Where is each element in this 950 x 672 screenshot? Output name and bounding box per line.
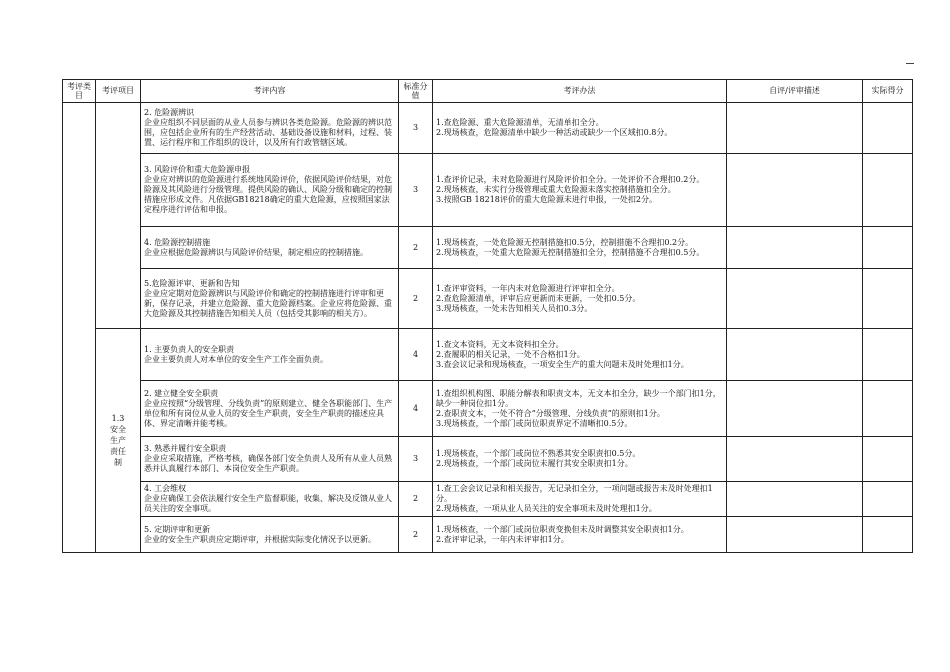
item-desc: 企业应组织不同层面的从业人员参与辨识各类危险源。危险源的辨识范围，应包括企业所有的生产经营活动、基础设备设施和材料，过程、装置、运行程序和工作组织的设计，以及所有行政管辖区域。 (144, 118, 392, 147)
self-eval-cell (727, 517, 863, 553)
method-cell (433, 482, 727, 517)
score-cell: 4 (399, 329, 433, 381)
item-content (141, 103, 399, 154)
actual-score-cell (863, 154, 913, 227)
evaluation-table (62, 79, 913, 553)
item-content (141, 437, 399, 482)
method-cell (433, 381, 727, 437)
project-cell-responsibility (96, 329, 141, 553)
method-line: 1.查危险源、重大危险源清单，无清单扣全分。 (436, 118, 604, 127)
actual-score-cell (863, 437, 913, 482)
method-cell (433, 154, 727, 227)
item-title: 4. 工会维权 (144, 484, 187, 493)
header-method: 考评办法 (433, 80, 727, 103)
project-label: 1.3 安全生产责任制 (110, 414, 126, 467)
header-self-eval: 自评/评审描述 (727, 80, 863, 103)
table-row (63, 329, 913, 381)
item-desc: 企业的安全生产职责应定期评审，并根据实际变化情况予以更新。 (144, 534, 376, 544)
item-desc: 企业应按照“分级管理、分线负责”的原则建立、健全各职能部门、生产单位和所有岗位从业人员的安全生产职责，安全生产职责的描述应具体、界定清晰并能考核。 (144, 398, 393, 428)
item-desc: 企业应对辨识的危险源进行系统地风险评价，依据风险评价结果，对危险源及其风险进行分级管理。提供风险的确认、风险分级和确定的控制措施应形成文件。凡依据GB18218确定的重大危险源，应按照国家法定程序进行评估和申报。 (144, 175, 392, 214)
table-row (63, 103, 913, 154)
method-line: 1.查工会会议记录和相关报告，无记录扣全分，一项问题或报告未及时处理扣1分。 (436, 484, 713, 503)
item-title: 4. 危险源控制措施 (144, 237, 211, 247)
table-row (63, 227, 913, 269)
item-title: 2. 危险源辨识 (144, 108, 195, 117)
method-line: 3.按照GB 18218评价的重大危险源未进行申报，一处扣2分。 (436, 195, 657, 204)
score-cell: 3 (399, 437, 433, 482)
self-eval-cell (727, 103, 863, 154)
item-title: 3. 风险评价和重大危险源申报 (144, 165, 251, 174)
header-category: 考评类目 (63, 80, 96, 103)
method-line: 2.现场核查，一个部门或岗位未履行其安全职责扣1分。 (436, 459, 633, 468)
category-cell (63, 103, 96, 553)
item-desc: 企业应根据危险源辨识与风险评价结果，制定相应的控制措施。 (144, 247, 368, 257)
item-content (141, 329, 399, 381)
score-cell: 2 (399, 517, 433, 553)
actual-score-cell (863, 381, 913, 437)
header-project: 考评项目 (96, 80, 141, 103)
table-row (63, 482, 913, 517)
item-content (141, 482, 399, 517)
item-title: 5. 定期评审和更新 (144, 524, 211, 534)
item-desc: 企业应确保工会依法履行安全生产监督职能，收集、解决及反馈从业人员关注的安全事项。 (144, 494, 392, 513)
method-line: 1.查评审资料，一年内未对危险源进行评审扣全分。 (436, 283, 620, 293)
table-header-row (63, 80, 913, 103)
self-eval-cell (727, 482, 863, 517)
item-desc: 企业应采取措施，严格考核，确保各部门安全负责人及所有从业人员熟悉并认真履行本部门、本岗位安全生产职责。 (144, 454, 392, 473)
table-row (63, 381, 913, 437)
method-line: 3.现场核查，一个部门或岗位职责界定不清晰扣0.5分。 (436, 418, 633, 428)
score-cell: 2 (399, 482, 433, 517)
item-content (141, 227, 399, 269)
item-desc: 企业主要负责人对本单位的安全生产工作全面负责。 (144, 354, 328, 364)
page-corner-mark (906, 63, 914, 64)
header-actual: 实际得分 (863, 80, 913, 103)
score-cell: 4 (399, 381, 433, 437)
actual-score-cell (863, 482, 913, 517)
self-eval-cell (727, 437, 863, 482)
method-line: 1.现场核查，一个部门或岗位不熟悉其安全职责扣0.5分。 (436, 449, 641, 458)
method-line: 2.查履职的相关记录，一处不合格扣1分。 (436, 349, 585, 359)
header-score: 标准分值 (399, 80, 433, 103)
method-line: 2.现场核查，一处重大危险源无控制措施扣全分，控制措施不合理扣0.5分。 (436, 247, 705, 257)
method-line: 2.查职责文本，一处不符合“分级管理、分线负责”的原则扣1分。 (436, 408, 665, 418)
header-content: 考评内容 (141, 80, 399, 103)
item-content (141, 269, 399, 329)
self-eval-cell (727, 381, 863, 437)
item-title: 3. 熟悉并履行安全职责 (144, 444, 227, 453)
method-cell (433, 329, 727, 381)
method-line: 2.查危险源清单，评审后应更新而未更新，一处扣0.5分。 (436, 293, 641, 303)
score-cell: 2 (399, 227, 433, 269)
actual-score-cell (863, 329, 913, 381)
method-line: 1.查评价记录，未对危险源进行风险评价扣全分。一处评价不合理扣0.2分。 (436, 175, 705, 184)
method-cell (433, 517, 727, 553)
method-line: 3.现场核查，一处未告知相关人员扣0.3分。 (436, 303, 593, 313)
item-content (141, 154, 399, 227)
actual-score-cell (863, 227, 913, 269)
method-line: 2.现场核查，一项从业人员关注的安全事项未及时处理扣1分。 (436, 504, 657, 513)
method-line: 3.查会议记录和现场核查，一项安全生产的重大问题未及时处理扣1分。 (436, 359, 689, 369)
self-eval-cell (727, 329, 863, 381)
method-cell (433, 437, 727, 482)
method-cell (433, 269, 727, 329)
method-line: 1.现场核查，一处危险源无控制措施扣0.5分，控制措施不合理扣0.2分。 (436, 237, 694, 247)
score-cell: 2 (399, 269, 433, 329)
self-eval-cell (727, 154, 863, 227)
self-eval-cell (727, 227, 863, 269)
project-cell-blank (96, 103, 141, 329)
method-cell (433, 103, 727, 154)
table-row (63, 437, 913, 482)
item-desc: 企业应定期对危险源辨识与风险评价和确定的控制措施进行评审和更新，保存记录，并建立危险源、重大危险源档案。企业应将危险源、重大危险源及其控制措施告知相关人员（包括受其影响的相关方）。 (144, 288, 392, 318)
item-title: 2. 建立健全安全职责 (144, 388, 219, 398)
method-line: 2.现场核查，未实行分级管理或重大危险源未落实控制措施扣全分。 (436, 185, 676, 194)
method-line: 1.查文本资料，无文本资料扣全分。 (436, 339, 564, 349)
actual-score-cell (863, 269, 913, 329)
score-cell: 3 (399, 154, 433, 227)
method-cell (433, 227, 727, 269)
item-title: 1. 主要负责人的安全职责 (144, 344, 235, 354)
actual-score-cell (863, 517, 913, 553)
item-content (141, 381, 399, 437)
method-line: 2.现场核查，危险源清单中缺少一种活动或缺少一个区域扣0.8分。 (436, 128, 673, 137)
method-line: 1.查组织机构图、职能分解表和职责文本，无文本扣全分，缺少一个部门扣1分，缺少一种岗位扣1分。 (436, 388, 721, 408)
method-line: 1.现场核查，一个部门或岗位职责变换但未及时调整其安全职责扣1分。 (436, 524, 689, 534)
score-cell: 3 (399, 103, 433, 154)
table-row (63, 517, 913, 553)
self-eval-cell (727, 269, 863, 329)
item-content (141, 517, 399, 553)
table-row (63, 269, 913, 329)
table-row (63, 154, 913, 227)
method-line: 2.查评审记录，一年内未评审扣1分。 (436, 534, 569, 544)
actual-score-cell (863, 103, 913, 154)
item-title: 5.危险源评审、更新和告知 (144, 278, 240, 288)
